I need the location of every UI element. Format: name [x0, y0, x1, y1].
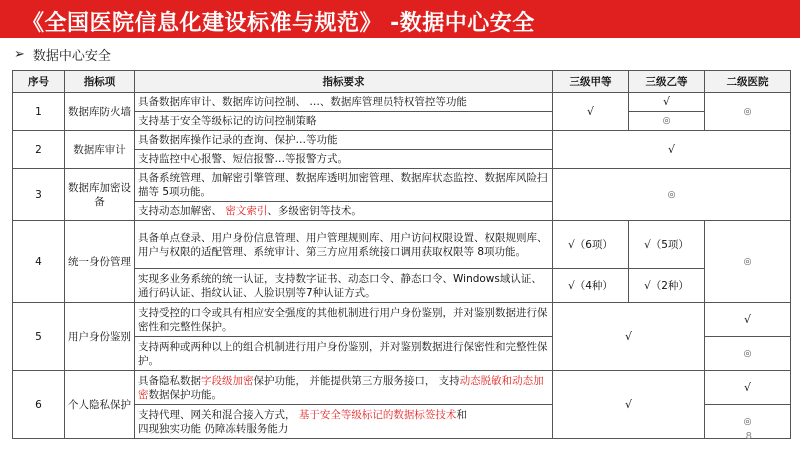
section-heading [14, 44, 111, 64]
row-requirement: 支持监控中心报警、短信报警…等报警方式。 [135, 150, 553, 169]
grade3b-mark: √（5项） [629, 221, 705, 269]
row-item: 用户身份鉴别 [65, 303, 135, 371]
requirement-text: 具备隐私数据 [138, 374, 201, 387]
row-item: 数据库防火墙 [65, 93, 135, 131]
row-item: 数据库审计 [65, 131, 135, 169]
section-title: 数据中心安全 [32, 48, 111, 64]
requirement-text: 、多级密钥等技术。 [267, 205, 362, 217]
grade3b-mark: ◎ [629, 112, 705, 131]
requirement-text: 保护功能， 并能提供第三方服务接口， 支持 [253, 374, 460, 387]
table-row [13, 93, 791, 112]
requirement-text: 和 [456, 408, 467, 421]
row-number: 5 [13, 303, 65, 371]
row-item: 数据库加密设备 [65, 169, 135, 221]
row-requirement: 支持受控的口令或具有相应安全强度的其他机制进行用户身份鉴别，并对鉴别数据进行保密性和完整性保护。 [135, 303, 553, 337]
page-number: 8 [745, 431, 752, 442]
all-grades-mark: √ [553, 131, 791, 169]
col-header-grade3a: 三级甲等 [553, 71, 629, 93]
requirement-text: 四现独实功能 仍障冻转服务能力 [138, 422, 289, 435]
col-header-requirement: 指标要求 [135, 71, 553, 93]
row-requirement [135, 371, 553, 405]
grade3b-mark: √（2种） [629, 269, 705, 303]
row-requirement: 实现多业务系统的统一认证，支持数字证书、动态口令、静态口令、Windows域认证、通行码认证、指纹认证、人脸识别等7种认证方式。 [135, 269, 553, 303]
grade3a-mark: √（4种） [553, 269, 629, 303]
row-requirement: 支持两种或两种以上的组合机制进行用户身份鉴别，并对鉴别数据进行保密性和完整性保护。 [135, 337, 553, 371]
col-header-item: 指标项 [65, 71, 135, 93]
table-row [13, 221, 791, 269]
row-number: 3 [13, 169, 65, 221]
grade3a-mark: √ [553, 93, 629, 131]
col-header-grade3b: 三级乙等 [629, 71, 705, 93]
row-requirement: 具备系统管理、加解密引擎管理、数据库透明加密管理、数据库状态监控、数据库风险扫描等 5项功能。 [135, 169, 553, 202]
grade2-mark: √ [705, 371, 791, 405]
table-row [13, 303, 791, 337]
col-header-no: 序号 [13, 71, 65, 93]
table-row [13, 371, 791, 405]
table-header-row [13, 71, 791, 93]
row-requirement [135, 405, 553, 439]
requirement-text: 支持代理、网关和混合接入方式， [138, 408, 299, 421]
row-item: 统一身份管理 [65, 221, 135, 303]
grade3-mark: √ [553, 371, 705, 439]
highlight-text: 密文索引 [225, 205, 268, 217]
requirement-text: 数据保护功能。 [148, 388, 222, 401]
row-requirement: 支持基于安全等级标记的访问控制策略 [135, 112, 553, 131]
highlight-text: 基于安全等级标记的数据标签技术 [298, 408, 457, 421]
highlight-text: 动态脱敏和动态加密 [138, 374, 544, 401]
row-number: 1 [13, 93, 65, 131]
row-number: 2 [13, 131, 65, 169]
requirement-text: 支持动态加解密、 [138, 205, 226, 217]
grade2-mark: ◎ [705, 221, 791, 303]
table-row [13, 131, 791, 150]
row-requirement: 具备数据库操作记录的查询、保护…等功能 [135, 131, 553, 150]
arrow-bullet-icon: ➢ [14, 46, 25, 62]
grade2-mark: ◎ [705, 93, 791, 131]
row-requirement: 具备数据库审计、数据库访问控制、 …、数据库管理员特权管控等功能 [135, 93, 553, 112]
grade2-mark: ◎ [705, 405, 791, 439]
table-row [13, 169, 791, 202]
row-item: 个人隐私保护 [65, 371, 135, 439]
highlight-text: 字段级加密 [201, 374, 254, 387]
row-number: 6 [13, 371, 65, 439]
col-header-grade2: 二级医院 [705, 71, 791, 93]
standards-table [12, 70, 791, 439]
grade2-mark: √ [705, 303, 791, 337]
grade3a-mark: √（6项） [553, 221, 629, 269]
all-grades-mark: ◎ [553, 169, 791, 221]
grade2-mark: ◎ [705, 337, 791, 371]
row-number: 4 [13, 221, 65, 303]
row-requirement: 具备单点登录、用户身份信息管理、用户管理规则库、用户访问权限设置、权限规则库、用户与权限的适配管理、系统审计、第三方应用系统接口调用获取权限等 8项功能。 [135, 221, 553, 269]
grade3b-mark: √ [629, 93, 705, 112]
page-title: 《全国医院信息化建设标准与规范》 -数据中心安全 [22, 11, 535, 36]
grade3-mark: √ [553, 303, 705, 371]
title-banner [0, 0, 800, 38]
row-requirement [135, 202, 553, 221]
